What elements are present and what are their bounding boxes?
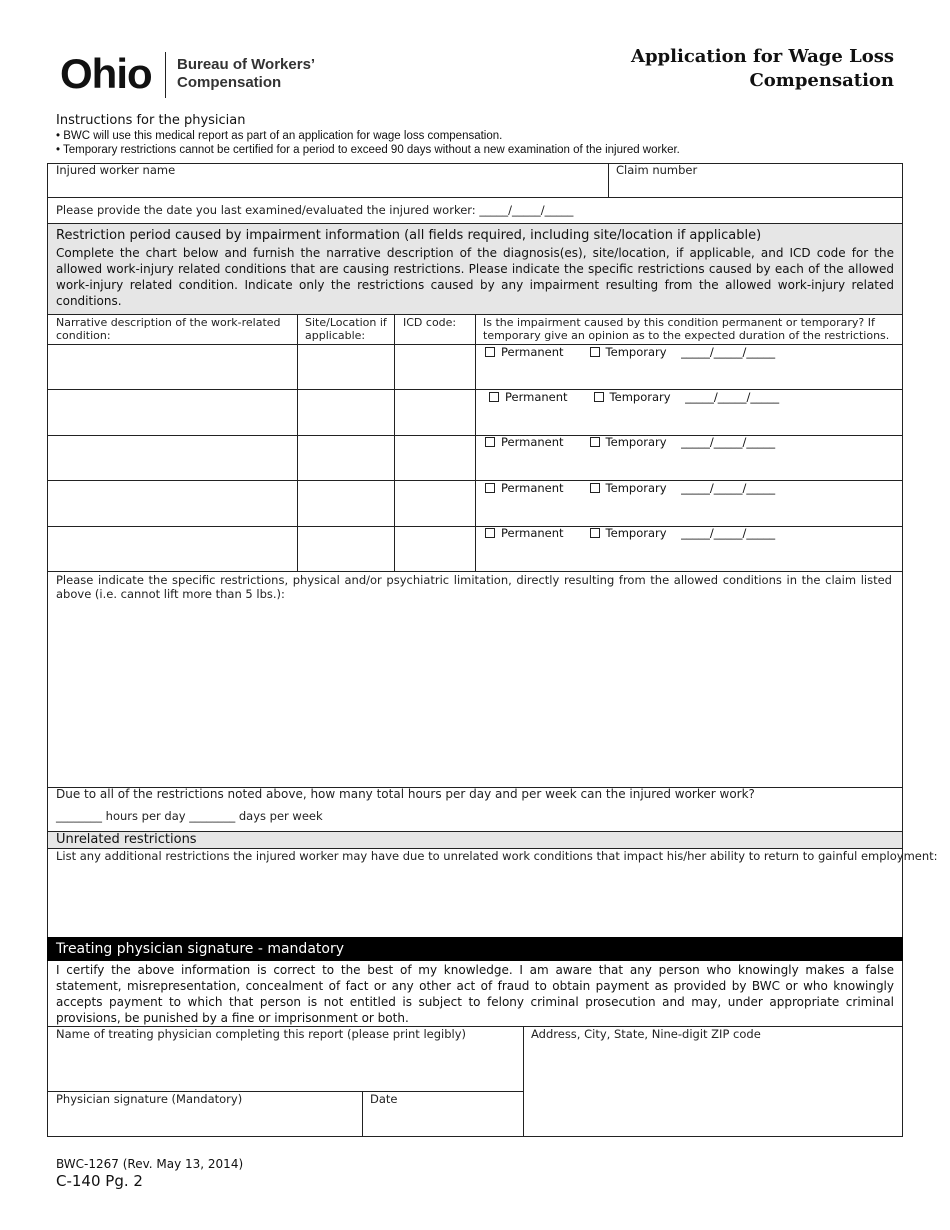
temporary-checkbox[interactable]: [590, 483, 600, 493]
temporary-checkbox[interactable]: [594, 392, 604, 402]
site-input[interactable]: [298, 390, 393, 434]
hours-question: Due to all of the restrictions noted above, how many total hours per day and per week can the injured worker work?: [56, 787, 755, 801]
logo-ohio-text: Ohio: [60, 50, 152, 97]
logo-bureau-line2: Compensation: [177, 74, 282, 91]
col-duration-header: Is the impairment caused by this condition permanent or temporary? If temporary give an opinion as to the expected duration of the restrictions.: [483, 316, 890, 342]
claim-number-input[interactable]: [609, 177, 902, 196]
duration-options: [485, 345, 775, 359]
permanent-label: Permanent: [501, 481, 564, 495]
unrelated-heading-bar: [48, 832, 902, 848]
permanent-checkbox[interactable]: [485, 483, 495, 493]
duration-date-field[interactable]: _____/_____/_____: [681, 526, 776, 540]
icd-input[interactable]: [395, 345, 474, 388]
signature-certification: I certify the above information is correct to the best of my knowledge. I am aware that any person who knowingly makes a false statement, misrepresentation, concealment of fact or any other act of fraud to obtain payment as provided by BWC or who knowingly accepts payment to which that person is not entitled is subject to felony criminal prosecution and may, under appropriate criminal provisions, be punished by a fine or imprisonment or both.: [56, 963, 894, 1025]
narrative-input[interactable]: [48, 390, 296, 434]
divider: [47, 197, 903, 198]
physician-name-input[interactable]: [48, 1043, 522, 1090]
claim-number-label: Claim number: [616, 163, 698, 177]
temporary-label: Temporary: [609, 390, 671, 404]
narrative-input[interactable]: [48, 527, 296, 570]
date-input[interactable]: [363, 1107, 522, 1136]
instructions-bullet-1: • BWC will use this medical report as part of an application for wage loss compensation.: [56, 130, 503, 142]
temporary-checkbox[interactable]: [590, 347, 600, 357]
duration-date-field[interactable]: _____/_____/_____: [681, 481, 776, 495]
injured-worker-name-input[interactable]: [48, 177, 607, 196]
col-site-header: Site/Location if applicable:: [305, 316, 387, 342]
icd-input[interactable]: [395, 436, 474, 479]
form-id: BWC-1267 (Rev. May 13, 2014): [56, 1157, 244, 1171]
icd-input[interactable]: [395, 527, 474, 570]
instructions-heading: Instructions for the physician: [56, 113, 246, 128]
temporary-label: Temporary: [605, 526, 667, 540]
temporary-label: Temporary: [605, 435, 667, 449]
form-title: [631, 45, 894, 93]
site-input[interactable]: [298, 527, 393, 570]
narrative-input[interactable]: [48, 436, 296, 479]
address-label: Address, City, State, Nine-digit ZIP code: [531, 1027, 761, 1041]
narrative-input[interactable]: [48, 345, 296, 388]
instructions-bullet-2: • Temporary restrictions cannot be certified for a period to exceed 90 days without a new examination of the injured worker.: [56, 144, 680, 156]
temporary-label: Temporary: [605, 345, 667, 359]
physician-signature-label: Physician signature (Mandatory): [56, 1092, 243, 1106]
restriction-period-section: [48, 224, 902, 314]
permanent-label: Permanent: [501, 435, 564, 449]
duration-date-field[interactable]: _____/_____/_____: [681, 345, 776, 359]
date-label: Date: [370, 1092, 398, 1106]
col-icd-header: ICD code:: [403, 316, 457, 329]
permanent-checkbox[interactable]: [485, 528, 495, 538]
duration-options: [485, 526, 775, 540]
unrelated-prompt: List any additional restrictions the injured worker may have due to unrelated work conditions that impact his/her ability to return to gainful employment:: [56, 849, 938, 863]
duration-options: [485, 435, 775, 449]
icd-input[interactable]: [395, 481, 474, 525]
restrictions-textarea[interactable]: [48, 602, 902, 786]
address-input[interactable]: [524, 1043, 902, 1136]
hours-answer-field[interactable]: ________ hours per day ________ days per week: [56, 809, 323, 823]
site-input[interactable]: [298, 481, 393, 525]
signature-heading: Treating physician signature - mandatory: [56, 941, 344, 957]
duration-options: [489, 390, 779, 404]
permanent-label: Permanent: [501, 345, 564, 359]
duration-date-field[interactable]: _____/_____/_____: [685, 390, 780, 404]
form-title-line1: Application for Wage Loss: [631, 46, 894, 67]
unrelated-heading: Unrelated restrictions: [56, 832, 197, 847]
logo-divider: [165, 52, 166, 98]
divider: [475, 314, 476, 571]
narrative-input[interactable]: [48, 481, 296, 525]
unrelated-textarea[interactable]: [48, 866, 902, 936]
form-title-line2: Compensation: [749, 70, 894, 91]
injured-worker-name-label: Injured worker name: [56, 163, 176, 177]
temporary-checkbox[interactable]: [590, 528, 600, 538]
physician-name-label: Name of treating physician completing this report (please print legibly): [56, 1027, 467, 1041]
site-input[interactable]: [298, 436, 393, 479]
exam-date-field[interactable]: Please provide the date you last examined/evaluated the injured worker: _____/_____/_____: [56, 203, 574, 217]
temporary-checkbox[interactable]: [590, 437, 600, 447]
restrictions-prompt: Please indicate the specific restrictions, physical and/or psychiatric limitation, directly resulting from the allowed conditions in the claim listed above (i.e. cannot lift more than 5 lbs.):: [56, 573, 892, 601]
permanent-label: Permanent: [501, 526, 564, 540]
logo-bureau-line1: Bureau of Workers’: [177, 56, 316, 73]
permanent-checkbox[interactable]: [489, 392, 499, 402]
site-input[interactable]: [298, 345, 393, 388]
restriction-period-heading: Restriction period caused by impairment information (all fields required, including site/location if applicable): [56, 228, 762, 243]
permanent-label: Permanent: [505, 390, 568, 404]
divider: [47, 571, 903, 572]
physician-signature-input[interactable]: [48, 1107, 361, 1136]
icd-input[interactable]: [395, 390, 474, 434]
permanent-checkbox[interactable]: [485, 347, 495, 357]
temporary-label: Temporary: [605, 481, 667, 495]
duration-options: [485, 481, 775, 495]
page-number: C-140 Pg. 2: [56, 1172, 143, 1190]
signature-heading-bar: [47, 937, 903, 961]
duration-date-field[interactable]: _____/_____/_____: [681, 435, 776, 449]
restriction-period-text: Complete the chart below and furnish the narrative description of the diagnosis(es), site/location, if applicable, and ICD code for the allowed work-injury related conditions that are causing restrictions. Please indicate the specific restrictions caused by each of the allowed work-injury related condition. Indicate only the restrictions caused by any impairment resulting from the allowed work-injury related conditions.: [56, 246, 894, 308]
permanent-checkbox[interactable]: [485, 437, 495, 447]
col-narrative-header: Narrative description of the work-related condition:: [56, 316, 281, 342]
